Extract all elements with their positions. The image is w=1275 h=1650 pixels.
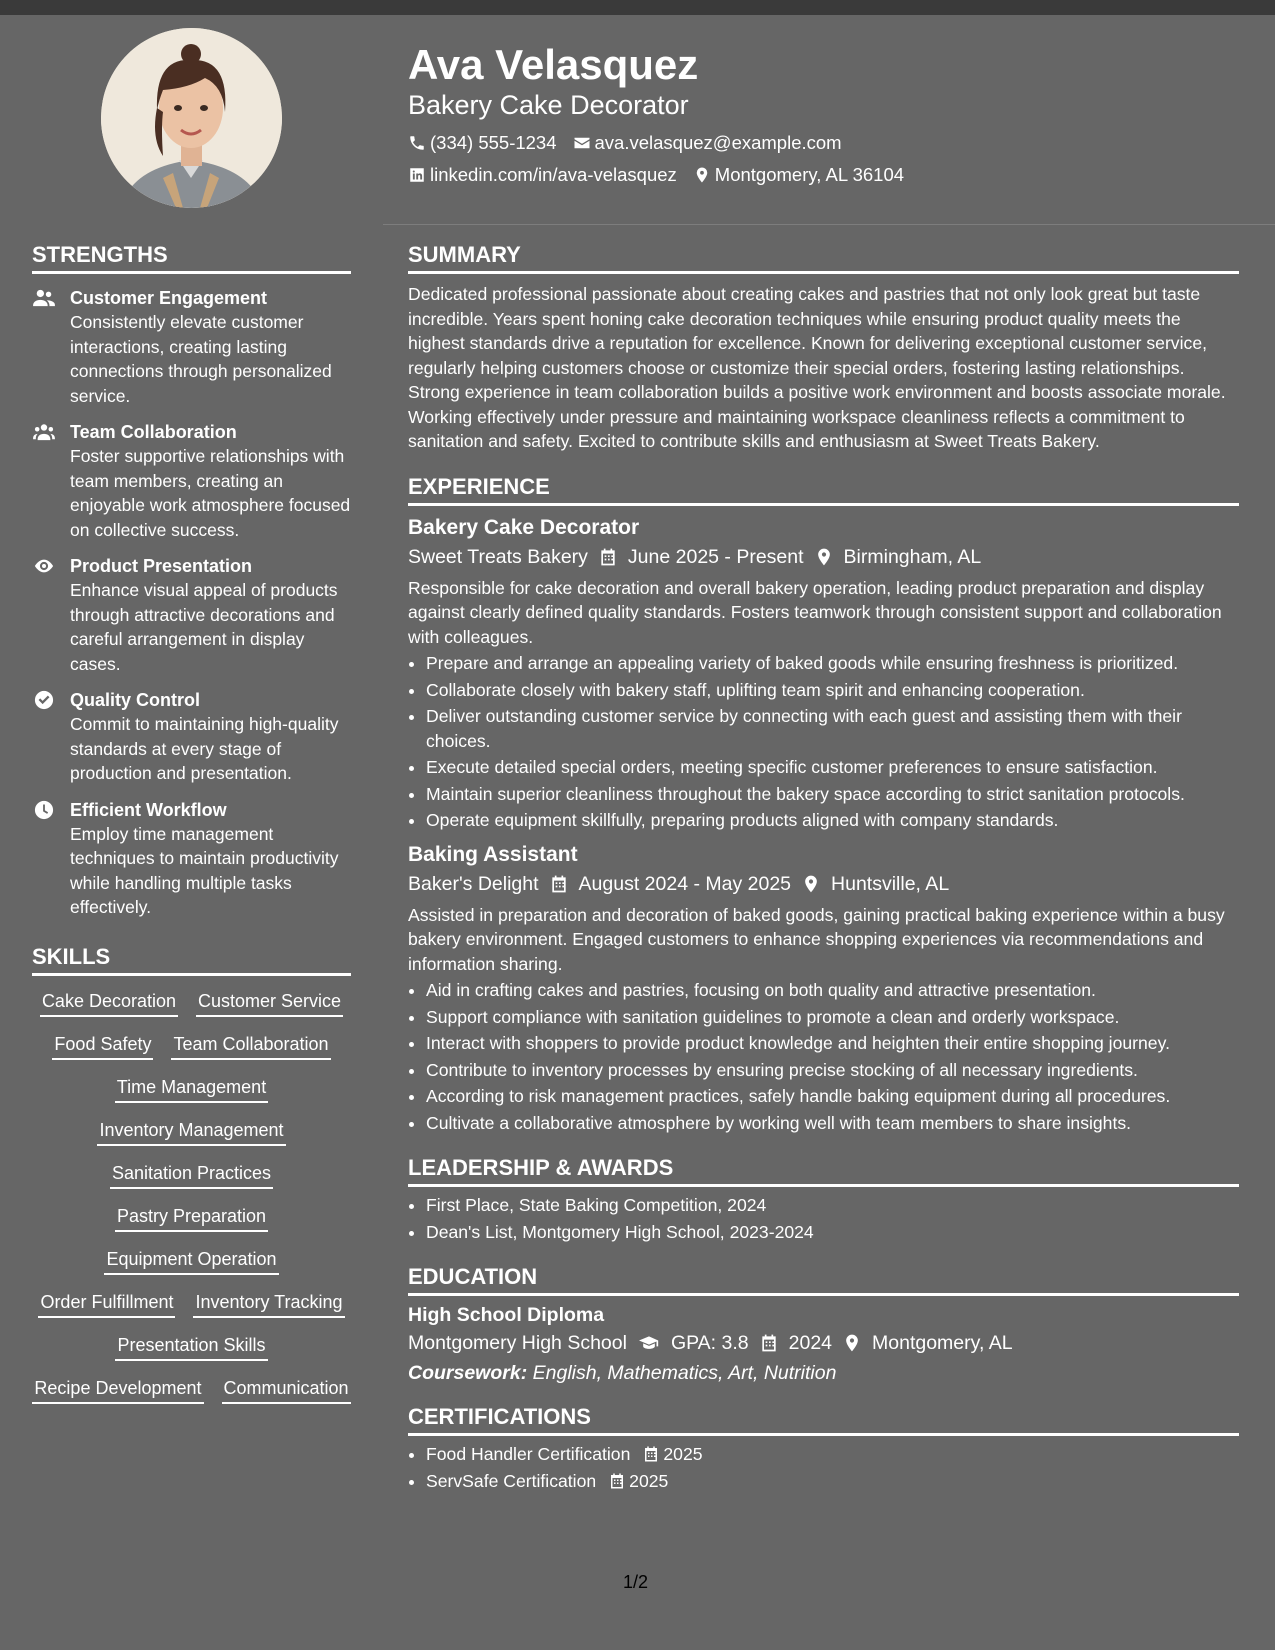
profile-photo xyxy=(101,28,282,208)
candidate-title: Bakery Cake Decorator xyxy=(408,90,689,121)
list-item: • Operate equipment skillfully, preparing products aligned with company standards. xyxy=(426,808,1239,833)
job-bullets xyxy=(408,978,1239,1135)
summary-text: Dedicated professional passionate about creating cakes and pastries that not only look great but taste incredible. Years spent honing cake decoration techniques while ensuring product quality meets the highest standards drive a reputation for excellence. Known for delivering exceptional customer service, regularly helping customers choose or customize their special orders, fostering lasting relationships. Strong experience in team collaboration builds a positive work environment and boosts associate morale. Working effectively under pressure and maintaining workspace cleanliness reflects a commitment to sanitation and safety. Excited to contribute skills and enthusiasm at Sweet Treats Bakery. xyxy=(408,284,1226,451)
skill-tag: Inventory Tracking xyxy=(193,1289,344,1318)
strength-text: Enhance visual appeal of products through attractive decorations and careful arrangement in display cases. xyxy=(70,580,338,674)
list-item: • Dean's List, Montgomery High School, 2023-2024 xyxy=(426,1220,1239,1245)
school-location: Montgomery, AL xyxy=(872,1332,1013,1354)
strength-text: Commit to maintaining high-quality standards at every stage of production and presentation. xyxy=(70,714,339,783)
contact-info xyxy=(408,127,1238,191)
skill-tag: Customer Service xyxy=(196,988,343,1017)
coursework-label: Coursework: xyxy=(408,1362,528,1384)
list-item: • Execute detailed special orders, meeting specific customer preferences to ensure satisfaction. xyxy=(426,755,1239,780)
page-indicator: 1/2 xyxy=(623,1572,649,1592)
job-location: Huntsville, AL xyxy=(831,872,950,895)
list-item: • First Place, State Baking Competition, 2024 xyxy=(426,1193,1239,1218)
experience-heading: EXPERIENCE xyxy=(408,472,1239,506)
job-dates: June 2025 - Present xyxy=(627,545,804,568)
check-circle-icon xyxy=(32,691,56,709)
education-meta xyxy=(408,1328,1239,1358)
strength-text: Employ time management techniques to maintain productivity while handling multiple tasks effectively. xyxy=(70,823,339,917)
strength-item xyxy=(32,420,351,542)
left-column xyxy=(32,240,351,1404)
certifications-heading: CERTIFICATIONS xyxy=(408,1402,1239,1436)
strength-title: Team Collaboration xyxy=(70,422,237,442)
graduation-cap-icon xyxy=(637,1333,661,1353)
job-dates: August 2024 - May 2025 xyxy=(578,872,792,895)
school-name: Montgomery High School xyxy=(408,1332,627,1354)
skill-tag: Pastry Preparation xyxy=(115,1203,268,1232)
skill-tag: Sanitation Practices xyxy=(110,1160,273,1189)
header-divider xyxy=(383,224,1275,225)
list-item: • Cultivate a collaborative atmosphere by working well with team members to share insights. xyxy=(426,1111,1239,1136)
contact-email[interactable]: ava.velasquez@example.com xyxy=(573,127,842,159)
map-pin-icon xyxy=(693,166,711,184)
phone-icon xyxy=(408,134,426,152)
job-meta xyxy=(408,542,1239,572)
calendar-icon xyxy=(759,1333,779,1353)
envelope-icon xyxy=(573,134,591,152)
calendar-icon xyxy=(549,874,569,894)
clock-icon xyxy=(32,801,56,819)
cert-year: 2025 xyxy=(629,1470,669,1491)
map-pin-icon xyxy=(814,547,834,567)
strength-title: Customer Engagement xyxy=(70,288,268,308)
contact-phone[interactable]: (334) 555-1234 xyxy=(408,127,557,159)
list-item: • According to risk management practices, safely handle baking equipment during all procedures. xyxy=(426,1084,1239,1109)
list-item: • Support compliance with sanitation guidelines to promote a clean and orderly workspace. xyxy=(426,1005,1239,1030)
leadership-heading: LEADERSHIP & AWARDS xyxy=(408,1153,1239,1187)
job-entry xyxy=(408,841,1239,1136)
skill-tag: Presentation Skills xyxy=(115,1332,267,1361)
strengths-heading: STRENGTHS xyxy=(32,240,351,274)
skill-tag: Recipe Development xyxy=(32,1375,203,1404)
strength-title: Product Presentation xyxy=(70,556,253,576)
certifications-section xyxy=(408,1402,1239,1493)
resume-header xyxy=(408,40,1238,191)
strength-item xyxy=(32,798,351,920)
strength-text: Consistently elevate customer interactions, creating lasting connections through personalized service. xyxy=(70,312,332,406)
job-title: Baking Assistant xyxy=(408,842,578,866)
coursework xyxy=(408,1358,1239,1388)
right-column xyxy=(408,240,1239,1493)
strength-item xyxy=(32,688,351,786)
degree: High School Diploma xyxy=(408,1304,605,1326)
contact-location: Montgomery, AL 36104 xyxy=(693,159,904,191)
calendar-icon xyxy=(642,1445,660,1463)
strength-title: Quality Control xyxy=(70,690,200,710)
cert-name: • Food Handler Certification xyxy=(426,1444,631,1464)
list-item: • Aid in crafting cakes and pastries, focusing on both quality and attractive presentation. xyxy=(426,978,1239,1003)
skill-tag: Equipment Operation xyxy=(104,1246,278,1275)
calendar-icon xyxy=(608,1472,626,1490)
strength-item xyxy=(32,286,351,408)
map-pin-icon xyxy=(801,874,821,894)
strength-title: Efficient Workflow xyxy=(70,799,227,820)
job-company: Baker's Delight xyxy=(408,872,539,895)
leadership-list xyxy=(408,1193,1239,1244)
job-description: Assisted in preparation and decoration of baked goods, gaining practical baking experience within a busy bakery environment. Engaged customers to enhance shopping experiences via recommendations and information sharing. xyxy=(408,904,1225,974)
coursework-list: English, Mathematics, Art, Nutrition xyxy=(532,1362,837,1384)
group-icon xyxy=(32,423,56,441)
top-bar xyxy=(0,0,1275,15)
list-item: • Deliver outstanding customer service by connecting with each guest and assisting them with their choices. xyxy=(426,704,1239,753)
skills-list xyxy=(32,988,351,1404)
job-title: Bakery Cake Decorator xyxy=(408,515,640,539)
strength-item xyxy=(32,554,351,676)
experience-section xyxy=(408,472,1239,1136)
education-section xyxy=(408,1262,1239,1388)
skill-tag: Food Safety xyxy=(52,1031,153,1060)
graduation-year: 2024 xyxy=(788,1332,833,1354)
skill-tag: Time Management xyxy=(115,1074,268,1103)
skill-tag: Order Fulfillment xyxy=(38,1289,175,1318)
strength-text: Foster supportive relationships with team members, creating an enjoyable work atmosphere focused on collective success. xyxy=(70,446,351,540)
list-item: • Prepare and arrange an appealing variety of baked goods while ensuring freshness is prioritized. xyxy=(426,651,1239,676)
cert-year: 2025 xyxy=(663,1444,703,1464)
calendar-icon xyxy=(598,547,618,567)
job-description: Responsible for cake decoration and overall bakery operation, leading product preparation and display against clearly defined quality standards. Fosters teamwork through consistent support and collaboration with colleagues. xyxy=(408,577,1222,647)
skills-heading: SKILLS xyxy=(32,942,351,976)
job-location: Birmingham, AL xyxy=(843,545,982,568)
contact-linkedin[interactable]: linkedin.com/in/ava-velasquez xyxy=(408,159,677,191)
skill-tag: Cake Decoration xyxy=(40,988,178,1017)
list-item: • Interact with shoppers to provide product knowledge and heighten their entire shopping journey. xyxy=(426,1031,1239,1056)
list-item: • Collaborate closely with bakery staff, uplifting team spirit and enhancing cooperation. xyxy=(426,678,1239,703)
job-company: Sweet Treats Bakery xyxy=(408,545,588,568)
job-entry xyxy=(408,514,1239,833)
eye-icon xyxy=(32,557,56,575)
list-item: • Contribute to inventory processes by ensuring precise stocking of all necessary ingredients. xyxy=(426,1058,1239,1083)
skill-tag: Communication xyxy=(222,1375,351,1404)
linkedin-icon xyxy=(408,166,426,184)
skill-tag: Inventory Management xyxy=(97,1117,285,1146)
candidate-name: Ava Velasquez xyxy=(408,41,699,88)
users-icon xyxy=(32,289,56,307)
list-item: • Maintain superior cleanliness throughout the bakery space according to strict sanitation protocols. xyxy=(426,782,1239,807)
cert-name: • ServSafe Certification xyxy=(426,1470,597,1491)
map-pin-icon xyxy=(842,1333,862,1353)
skill-tag: Team Collaboration xyxy=(171,1031,330,1060)
education-heading: EDUCATION xyxy=(408,1262,1239,1296)
gpa: GPA: 3.8 xyxy=(670,1332,749,1354)
list-item xyxy=(426,1469,1239,1494)
leadership-section xyxy=(408,1153,1239,1244)
certifications-list xyxy=(408,1442,1239,1493)
job-bullets xyxy=(408,651,1239,833)
list-item xyxy=(426,1442,1239,1467)
job-meta xyxy=(408,869,1239,899)
summary-heading: SUMMARY xyxy=(408,240,1239,274)
